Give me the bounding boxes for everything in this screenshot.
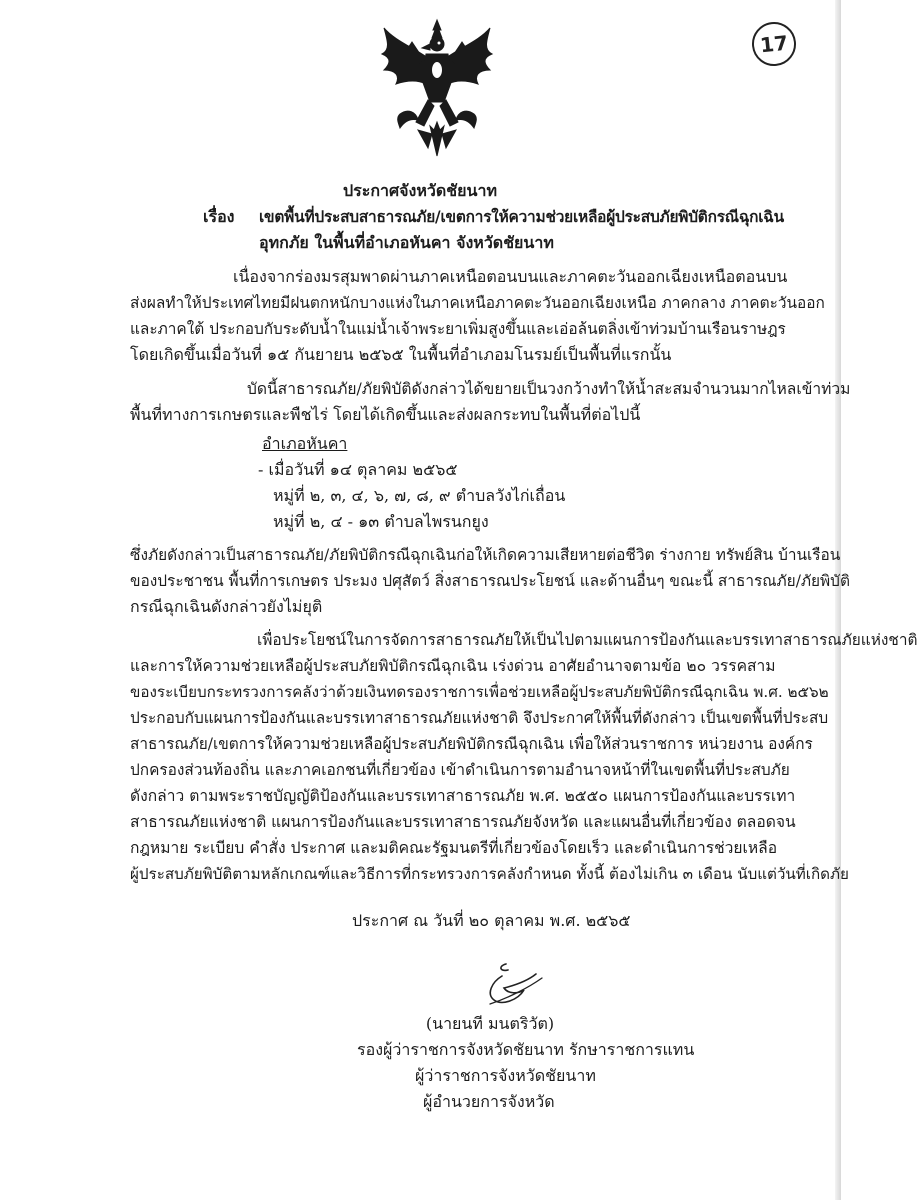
paragraph-1-line: ส่งผลทำให้ประเทศไทยมีฝนตกหนักบางแห่งในภาคเหนือภาคตะวันออกเฉียงเหนือ ภาคกลาง ภาคตะวันออก	[130, 294, 825, 312]
paragraph-3-line: กรณีฉุกเฉินดังกล่าวยังไม่ยุติ	[130, 597, 323, 616]
paragraph-2-line: พื้นที่ทางการเกษตรและพืชไร่ โดยได้เกิดขึ้นและส่งผลกระทบในพื้นที่ต่อไปนี้	[130, 405, 641, 424]
signatory-position-3: ผู้อำนวยการจังหวัด	[423, 1092, 555, 1111]
affected-district: อำเภอหันคา	[262, 434, 348, 453]
paragraph-4-line: ประกอบกับแผนการป้องกันและบรรเทาสาธารณภัยแห่งชาติ จึงประกาศให้พื้นที่ดังกล่าว เป็นเขตพื้นที่ประสบ	[130, 709, 829, 727]
affected-village-1: หมู่ที่ ๒, ๓, ๔, ๖, ๗, ๘, ๙ ตำบลวังไก่เถื่อน	[273, 486, 566, 505]
paragraph-4-line: ของระเบียบกระทรวงการคลังว่าด้วยเงินทดรองราชการเพื่อช่วยเหลือผู้ประสบภัยพิบัติกรณีฉุกเฉิน พ.ศ. ๒๕๖๒	[130, 683, 829, 701]
document-title: ประกาศจังหวัดชัยนาท	[343, 181, 497, 200]
signatory-position-2: ผู้ว่าราชการจังหวัดชัยนาท	[415, 1066, 596, 1085]
subject-label: เรื่อง	[203, 207, 235, 226]
signatory-name: (นายนที มนตริวัต)	[425, 1014, 555, 1033]
paragraph-4-line: ผู้ประสบภัยพิบัติตามหลักเกณฑ์และวิธีการที่กระทรวงการคลังกำหนด ทั้งนี้ ต้องไม่เกิน ๓ เดือน นับแต่วันที่เกิดภัย	[130, 865, 849, 883]
paragraph-2-line: บัดนี้สาธารณภัย/ภัยพิบัติดังกล่าวได้ขยายเป็นวงกว้างทำให้น้ำสะสมจำนวนมากไหลเข้าท่วม	[247, 380, 851, 398]
paragraph-1-line: โดยเกิดขึ้นเมื่อวันที่ ๑๕ กันยายน ๒๕๖๕ ในพื้นที่อำเภอมโนรมย์เป็นพื้นที่แรกนั้น	[130, 345, 672, 364]
scan-edge	[835, 0, 841, 1200]
paragraph-1-line: เนื่องจากร่องมรสุมพาดผ่านภาคเหนือตอนบนและภาคตะวันออกเฉียงเหนือตอนบน	[233, 267, 788, 286]
signatory-position-1: รองผู้ว่าราชการจังหวัดชัยนาท รักษาราชการแทน	[357, 1040, 695, 1059]
paragraph-4-line: กฎหมาย ระเบียบ คำสั่ง ประกาศ และมติคณะรัฐมนตรีที่เกี่ยวข้องโดยเร็ว และดำเนินการช่วยเหลือ	[130, 839, 778, 857]
affected-date: - เมื่อวันที่ ๑๔ ตุลาคม ๒๕๖๕	[258, 460, 458, 479]
paragraph-4-line: ปกครองส่วนท้องถิ่น และภาคเอกชนที่เกี่ยวข้อง เข้าดำเนินการตามอำนาจหน้าที่ในเขตพื้นที่ประสบภัย	[130, 761, 790, 779]
paragraph-3-line: ของประชาชน พื้นที่การเกษตร ประมง ปศุสัตว์ สิ่งสาธารณประโยชน์ และด้านอื่นๆ ขณะนี้ สาธารณภัย/ภัยพิบัติ	[130, 572, 850, 590]
paragraph-4-line: เพื่อประโยชน์ในการจัดการสาธารณภัยให้เป็นไปตามแผนการป้องกันและบรรเทาสาธารณภัยแห่งชาติ	[257, 631, 917, 649]
paragraph-4-line: สาธารณภัยแห่งชาติ แผนการป้องกันและบรรเทาสาธารณภัยจังหวัด และแผนอื่นที่เกี่ยวข้อง ตลอดจน	[130, 813, 796, 831]
paragraph-4-line: และการให้ความช่วยเหลือผู้ประสบภัยพิบัติกรณีฉุกเฉิน เร่งด่วน อาศัยอำนาจตามข้อ ๒๐ วรรคสาม	[130, 657, 776, 675]
subject-line-1: เขตพื้นที่ประสบสาธารณภัย/เขตการให้ความช่วยเหลือผู้ประสบภัยพิบัติกรณีฉุกเฉิน	[259, 208, 784, 226]
paragraph-3-line: ซึ่งภัยดังกล่าวเป็นสาธารณภัย/ภัยพิบัติกรณีฉุกเฉินก่อให้เกิดความเสียหายต่อชีวิต ร่างกาย ทรัพย์สิน บ้านเรือน	[130, 546, 841, 564]
affected-village-2: หมู่ที่ ๒, ๔ - ๑๓ ตำบลไพรนกยูง	[273, 512, 489, 531]
paragraph-4-line: สาธารณภัย/เขตการให้ความช่วยเหลือผู้ประสบภัยพิบัติกรณีฉุกเฉิน เพื่อให้ส่วนราชการ หน่วยงาน องค์กร	[130, 735, 813, 753]
garuda-emblem-icon	[378, 18, 496, 160]
paragraph-4-line: ดังกล่าว ตามพระราชบัญญัติป้องกันและบรรเทาสาธารณภัย พ.ศ. ๒๕๕๐ แผนการป้องกันและบรรเทา	[130, 787, 796, 805]
page-number: 17	[750, 20, 798, 68]
handwritten-signature	[478, 960, 548, 1010]
announcement-date: ประกาศ ณ วันที่ ๒๐ ตุลาคม พ.ศ. ๒๕๖๕	[352, 911, 631, 930]
paragraph-1-line: และภาคใต้ ประกอบกับระดับน้ำในแม่น้ำเจ้าพระยาเพิ่มสูงขึ้นและเอ่อล้นตลิ่งเข้าท่วมบ้านเรือนราษฎร	[130, 320, 786, 338]
subject-line-2: อุทกภัย ในพื้นที่อำเภอหันคา จังหวัดชัยนาท	[259, 233, 554, 252]
